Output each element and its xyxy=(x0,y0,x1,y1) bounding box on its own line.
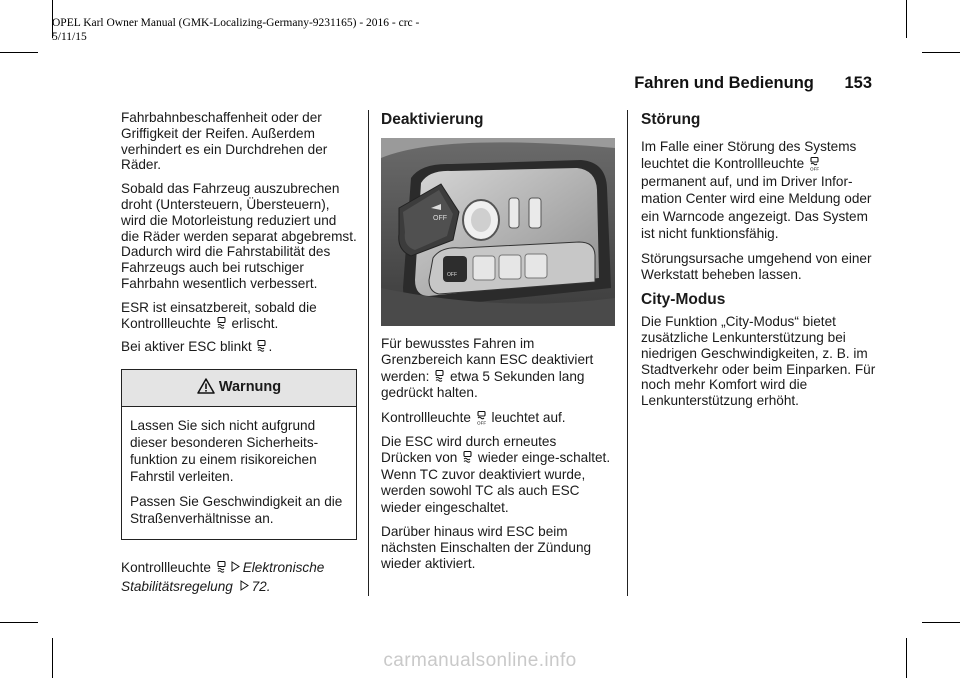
print-metadata xyxy=(52,16,419,44)
text: permanent auf, und im Driver Infor-mation Center wird eine Meldung oder ein Warncode angezeigt. Das System ist nicht funktionsfähig. xyxy=(641,173,872,242)
esc-warning-icon xyxy=(217,561,226,573)
watermark: carmanualsonline.info xyxy=(383,650,577,671)
crop-mark xyxy=(922,622,960,623)
button-label: OFF xyxy=(447,271,457,278)
page-number: 153 xyxy=(844,74,872,92)
column-right xyxy=(641,110,881,417)
column-divider xyxy=(627,110,628,596)
paragraph xyxy=(381,410,616,426)
column-left xyxy=(121,110,357,604)
text: wieder einge-schaltet. Wenn TC zuvor deaktiviert wurde, werden sowohl TC als auch ESC wieder eingeschaltet. xyxy=(381,450,611,515)
text: Für bewusstes Fahren im Grenzbereich kann ESC deaktiviert xyxy=(381,335,594,368)
text: Bei aktiver ESC blinkt xyxy=(121,339,252,355)
crop-mark xyxy=(0,622,38,623)
text: Drücken von xyxy=(381,450,458,466)
section-heading: Störung xyxy=(641,111,701,128)
paragraph: Darüber hinaus wird ESC beim nächsten Einschalten der Zündung wieder aktiviert. xyxy=(381,524,592,571)
paragraph: Sobald das Fahrzeug auszubrechen droht (Untersteuern, Übersteuern), wird die Motorleistung reduziert und die Räder werden separat abgebremst. Dadurch wird die Fahrstabilität des Fahrzeugs auch bei rutschiger Fahrbahn wesentlich verbessert. xyxy=(121,181,357,291)
text: Kontrollleuchte xyxy=(381,409,471,425)
svg-text:OFF: OFF xyxy=(810,166,820,172)
crop-mark xyxy=(0,52,38,53)
esc-warning-icon xyxy=(463,451,472,463)
warning-body xyxy=(122,407,356,539)
button-label: OFF xyxy=(433,214,447,222)
warning-box xyxy=(121,369,357,540)
text: erlischt. xyxy=(231,315,279,331)
warning-triangle-icon xyxy=(197,378,215,399)
paragraph: Passen Sie Geschwindigkeit an die Straßenverhältnisse an. xyxy=(130,493,343,526)
column-middle xyxy=(381,110,616,579)
paragraph: Lassen Sie sich nicht aufgrund dieser besonderen Sicherheits-funktion zu einem risikoreichen Fahrstil verleiten. xyxy=(130,417,319,484)
paragraph: Die Funktion „City-Modus“ bietet zusätzliche Lenkunterstützung bei niedrigen Geschwindigkeiten, z. B. im Stadtverkehr oder beim Einparken. Für noch mehr Komfort wird die Lenkunterstützung erhöht. xyxy=(641,314,876,409)
esc-warning-icon xyxy=(435,370,444,382)
cross-reference xyxy=(121,558,357,596)
meta-line: 5/11/15 xyxy=(52,31,87,43)
esc-off-icon xyxy=(810,157,820,172)
crop-mark xyxy=(906,0,907,38)
paragraph: Störungsursache umgehend von einer Werkstatt beheben lassen. xyxy=(641,250,872,282)
paragraph xyxy=(121,339,357,355)
text: leuchtet auf. xyxy=(491,409,566,425)
paragraph xyxy=(381,434,616,517)
section-title: Fahren und Bedienung xyxy=(634,74,814,92)
paragraph: Fahrbahnbeschaffenheit oder der Griffigkeit der Reifen. Außerdem verhindert es ein Durchdrehen der Räder. xyxy=(121,110,328,173)
meta-line: OPEL Karl Owner Manual (GMK-Localizing-Germany-9231165) - 2016 - crc - xyxy=(52,17,420,29)
paragraph xyxy=(381,336,616,402)
dashboard-esc-switch-photo xyxy=(381,138,615,326)
text: Im Falle einer Störung des Systems leuchtet die Kontrollleuchte xyxy=(641,138,857,172)
warning-header xyxy=(122,370,356,407)
text: werden: xyxy=(381,368,430,384)
warning-title: Warnung xyxy=(218,379,282,396)
reference-arrow-icon xyxy=(240,577,249,596)
text: Kontrollleuchte xyxy=(121,559,211,575)
reference-page[interactable]: 72 xyxy=(251,578,267,594)
paragraph xyxy=(641,138,881,243)
esc-warning-icon xyxy=(217,317,226,329)
crop-mark xyxy=(922,52,960,53)
svg-text:OFF: OFF xyxy=(476,420,486,425)
text: Die ESC wird durch erneutes xyxy=(381,433,557,449)
text: . xyxy=(268,339,273,355)
section-heading: Deaktivierung xyxy=(381,111,484,128)
reference-link[interactable]: Elektronische Stabilitätsregelung xyxy=(121,559,325,594)
esc-warning-icon xyxy=(257,340,266,352)
section-heading: City-Modus xyxy=(641,291,726,309)
text: . xyxy=(266,578,271,594)
running-head xyxy=(634,74,872,93)
text: etwa 5 Sekunden lang gedrückt halten. xyxy=(381,368,585,401)
text: ESR ist einsatzbereit, sobald die Kontrollleuchte xyxy=(121,299,317,331)
paragraph xyxy=(121,300,357,332)
esc-off-icon xyxy=(477,411,486,423)
reference-arrow-icon xyxy=(231,558,240,577)
column-divider xyxy=(368,110,369,596)
